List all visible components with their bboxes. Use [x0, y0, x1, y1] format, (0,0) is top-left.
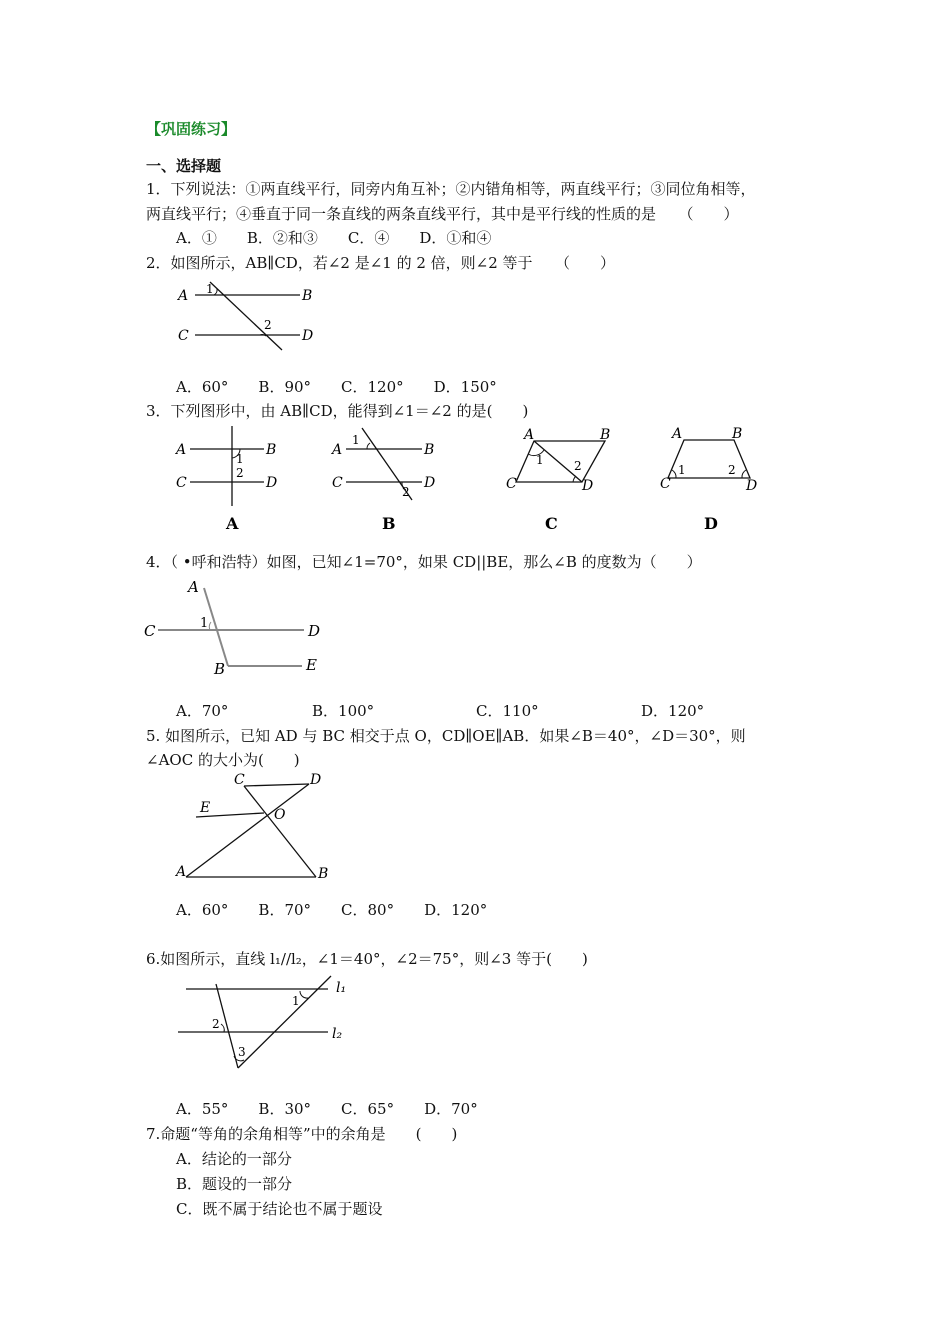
figure-label: D — [424, 475, 436, 491]
figure-label: D — [308, 622, 321, 640]
figure-label: B — [318, 866, 329, 882]
figure-label: 1 — [536, 453, 544, 467]
q5-figure — [176, 770, 346, 884]
figure-label: 2 — [402, 485, 410, 499]
q7-option-c: C．既不属于结论也不属于题设 — [176, 1200, 383, 1218]
q1-options: A．① B．②和③ C．④ D．①和④ — [176, 229, 492, 247]
q2-stem: 2．如图所示，AB∥CD，若∠2 是∠1 的 2 倍，则∠2 等于 （ ） — [146, 254, 616, 272]
q4-option-c: C．110° — [476, 702, 539, 720]
q3-figure-d — [660, 424, 770, 534]
figure-label: C — [506, 476, 517, 492]
q4-figure — [144, 578, 334, 678]
figure-label: l₂ — [332, 1026, 343, 1042]
q4-option-a: A．70° — [176, 702, 229, 720]
q6-figure — [176, 976, 356, 1076]
figure-label: B — [266, 442, 277, 458]
figure-label: B — [732, 426, 743, 442]
q2-label-c: C — [178, 328, 189, 344]
figure-label: D — [582, 478, 594, 494]
figure-label: B — [424, 442, 435, 458]
figure-label: A — [176, 442, 187, 458]
q4-option-b: B．100° — [312, 702, 375, 720]
q2-label-d: D — [302, 328, 314, 344]
q3-figure-c — [500, 424, 620, 534]
q2-label-a: A — [178, 288, 189, 304]
q2-label-b: B — [302, 288, 313, 304]
q2-angle-1: 1 — [206, 282, 214, 296]
q3-stem: 3．下列图形中，由 AB∥CD，能得到∠1＝∠2 的是( ) — [146, 402, 529, 420]
figure-label: D — [746, 478, 758, 494]
figure-label: A — [176, 864, 187, 880]
figure-label: C — [234, 772, 245, 788]
figure-label: A — [524, 427, 535, 443]
q3-caption-a: A — [226, 514, 239, 533]
figure-label: 3 — [238, 1045, 246, 1059]
q4-stem: 4．（ •呼和浩特）如图，已知∠1=70°，如果 CD||BE，那么∠B 的度数为（ ） — [146, 553, 702, 571]
figure-label: 1 — [352, 433, 360, 447]
figure-label: O — [274, 807, 286, 823]
figure-label: B — [214, 660, 226, 678]
q1-line2: 两直线平行；④垂直于同一条直线的两条直线平行，其中是平行线的性质的是 （ ） — [146, 205, 739, 223]
figure-label: 1 — [236, 452, 244, 466]
q3-figure-b — [332, 424, 442, 534]
figure-label: 2 — [574, 459, 582, 473]
figure-label: C — [144, 622, 156, 640]
q3-caption-b: B — [382, 514, 396, 533]
q3-caption-c: C — [545, 514, 558, 533]
section-title: 【巩固练习】 — [146, 120, 237, 138]
q6-stem: 6.如图所示，直线 l₁//l₂，∠1＝40°，∠2＝75°，则∠3 等于( ) — [146, 950, 588, 968]
figure-label: 1 — [200, 616, 209, 631]
figure-label: 2 — [212, 1017, 220, 1031]
q2-options: A．60° B．90° C．120° D．150° — [176, 378, 497, 396]
q7-option-a: A．结论的一部分 — [176, 1150, 292, 1168]
q7-option-b: B．题设的一部分 — [176, 1175, 293, 1193]
q4-option-d: D．120° — [641, 702, 705, 720]
figure-label: 1 — [292, 994, 300, 1008]
q5-line1: 5. 如图所示，已知 AD 与 BC 相交于点 O，CD∥OE∥AB．如果∠B＝40°，∠D＝30°，则 — [146, 727, 746, 745]
q3-caption-d: D — [704, 514, 718, 533]
q5-line2: ∠AOC 的大小为( ) — [146, 751, 300, 769]
figure-label: A — [672, 426, 683, 442]
figure-label: 2 — [236, 466, 244, 480]
figure-label: C — [176, 475, 187, 491]
figure-label: D — [266, 475, 278, 491]
figure-label: l₁ — [336, 980, 347, 996]
figure-label: B — [600, 427, 611, 443]
figure-label: C — [660, 476, 671, 492]
q5-options: A．60° B．70° C．80° D．120° — [176, 901, 488, 919]
q7-stem: 7.命题“等角的余角相等”中的余角是 ( ) — [146, 1125, 458, 1143]
figure-label: A — [188, 578, 199, 596]
figure-label: A — [332, 442, 343, 458]
q3-figure-a — [176, 424, 286, 534]
q2-figure — [170, 278, 330, 358]
q6-options: A．55° B．30° C．65° D．70° — [176, 1100, 478, 1118]
q2-angle-2: 2 — [264, 318, 272, 332]
figure-label: E — [306, 656, 317, 674]
figure-label: 2 — [728, 463, 736, 477]
figure-label: 1 — [678, 463, 686, 477]
q1-line1: 1．下列说法：①两直线平行，同旁内角互补；②内错角相等，两直线平行；③同位角相等， — [146, 180, 756, 198]
figure-label: C — [332, 475, 343, 491]
part-title: 一、选择题 — [146, 157, 222, 175]
figure-label: D — [310, 772, 322, 788]
figure-label: E — [200, 800, 211, 816]
